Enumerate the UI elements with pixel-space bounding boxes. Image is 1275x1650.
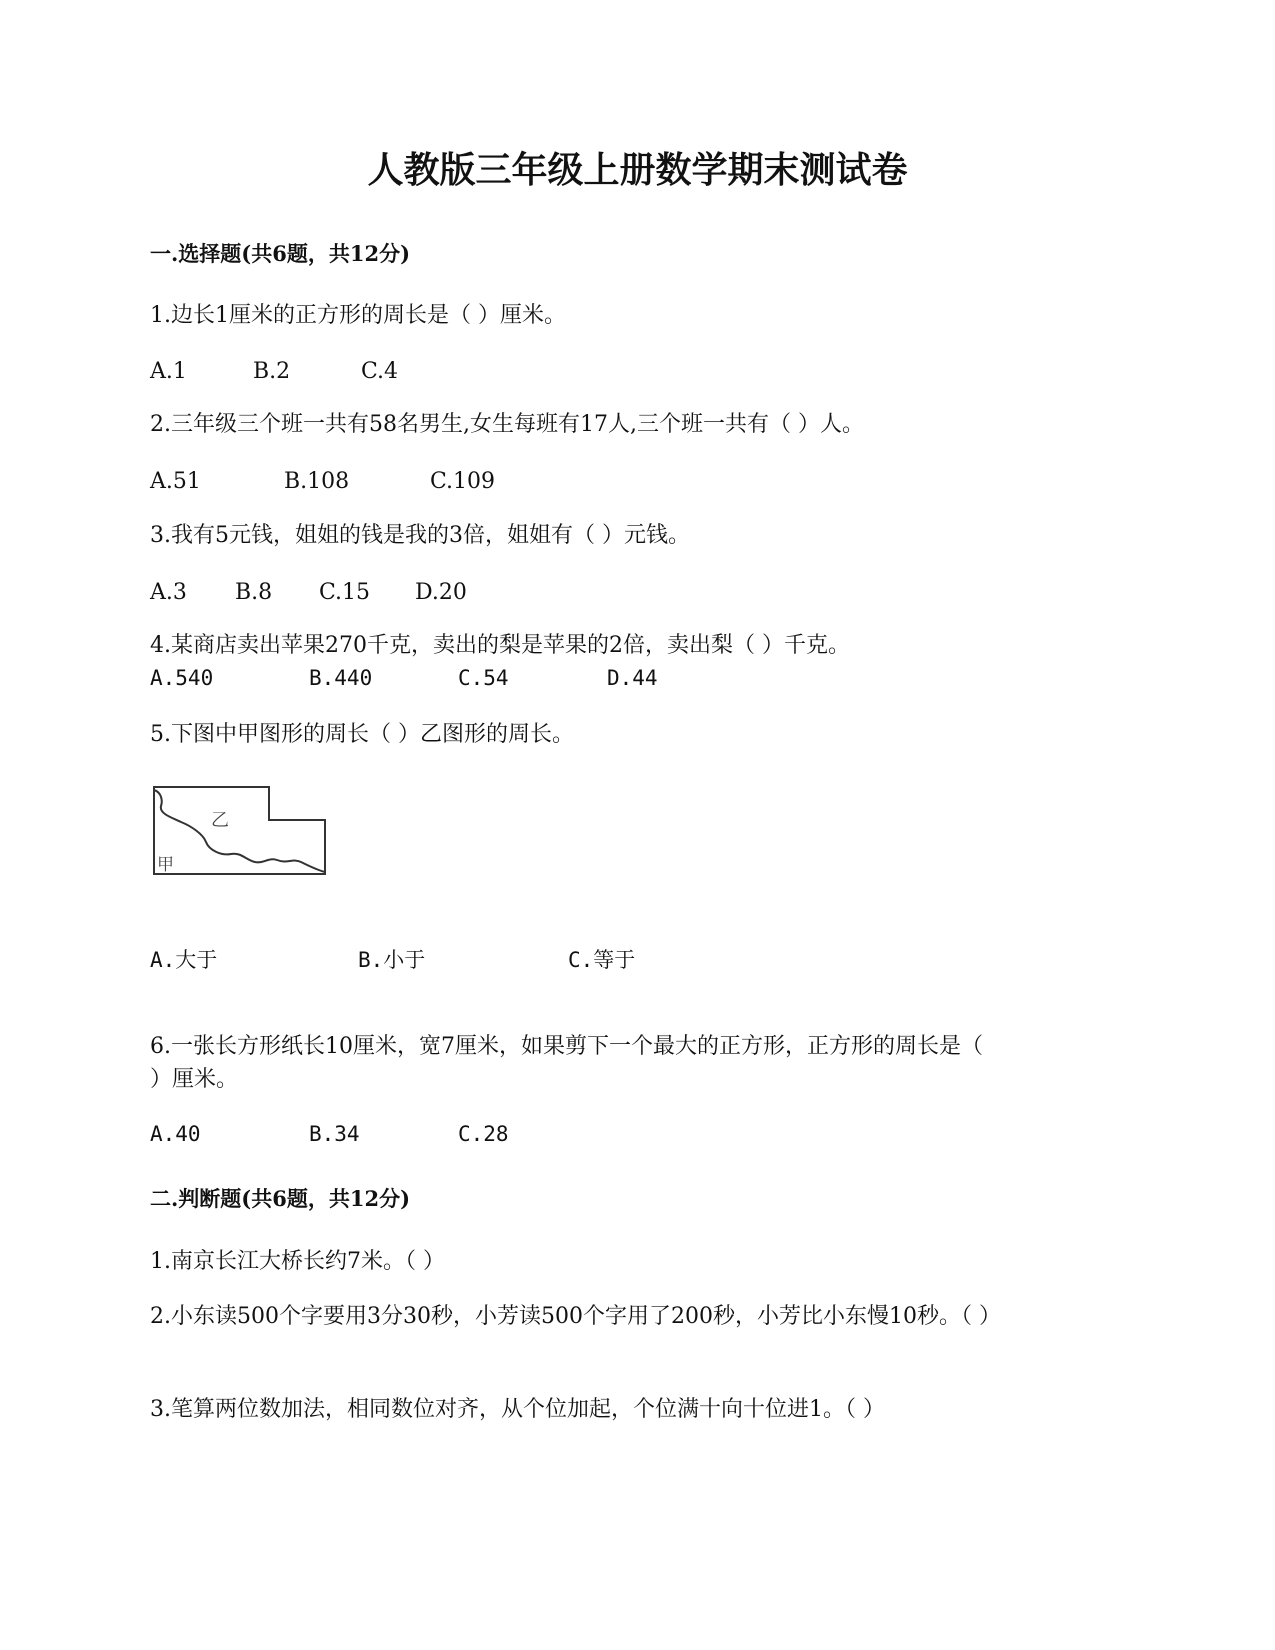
question-3-option-c: C.15	[319, 580, 371, 605]
question-1-option-a: A.1	[150, 359, 187, 384]
dividing-curve	[154, 790, 325, 872]
section-heading-choice: 一.选择题(共6题，共12分)	[150, 241, 411, 266]
question-6-text-line2: ）厘米。	[150, 1067, 239, 1092]
perimeter-figure	[151, 782, 331, 882]
question-3-option-d: D.20	[415, 580, 467, 605]
question-4-option-d: D.44	[607, 666, 658, 690]
question-4-option-c: C.54	[458, 666, 509, 690]
question-4-option-b: B.440	[309, 666, 373, 690]
judge-question-3: 3.笔算两位数加法，相同数位对齐，从个位加起，个位满十向十位进1。（ ）	[150, 1397, 885, 1422]
question-2-option-c: C.109	[430, 469, 496, 494]
question-5-option-b: B.小于	[358, 948, 426, 972]
question-6-option-c: C.28	[458, 1122, 509, 1146]
question-4-text: 4.某商店卖出苹果270千克，卖出的梨是苹果的2倍，卖出梨（ ）千克。	[150, 633, 850, 658]
question-3-option-a: A.3	[150, 580, 187, 605]
question-6-option-b: B.34	[309, 1122, 360, 1146]
perimeter-figure-drawing	[151, 782, 331, 882]
question-3-option-b: B.8	[235, 580, 273, 605]
page-title: 人教版三年级上册数学期末测试卷	[367, 149, 908, 191]
question-6-option-a: A.40	[150, 1122, 201, 1146]
question-3-text: 3.我有5元钱，姐姐的钱是我的3倍，姐姐有（ ）元钱。	[150, 523, 690, 548]
judge-question-1: 1.南京长江大桥长约7米。（ ）	[150, 1249, 445, 1274]
question-5-option-a: A.大于	[150, 948, 218, 972]
question-1-text: 1.边长1厘米的正方形的周长是（ ）厘米。	[150, 303, 566, 328]
question-5-text: 5.下图中甲图形的周长（ ）乙图形的周长。	[150, 722, 574, 747]
question-2-option-a: A.51	[150, 469, 201, 494]
question-1-option-b: B.2	[253, 359, 291, 384]
label-jia: 甲	[157, 855, 174, 875]
question-2-text: 2.三年级三个班一共有58名男生,女生每班有17人,三个班一共有（ ）人。	[150, 412, 864, 437]
section-heading-judge: 二.判断题(共6题，共12分)	[150, 1186, 411, 1211]
question-1-option-c: C.4	[361, 359, 399, 384]
question-4-option-a: A.540	[150, 666, 214, 690]
question-2-option-b: B.108	[284, 469, 350, 494]
question-5-option-c: C.等于	[568, 948, 636, 972]
judge-question-2: 2.小东读500个字要用3分30秒，小芳读500个字用了200秒，小芳比小东慢10秒。（ ）	[150, 1304, 1001, 1329]
label-yi: 乙	[211, 810, 229, 831]
question-6-text-line1: 6.一张长方形纸长10厘米，宽7厘米，如果剪下一个最大的正方形，正方形的周长是（	[150, 1034, 983, 1059]
